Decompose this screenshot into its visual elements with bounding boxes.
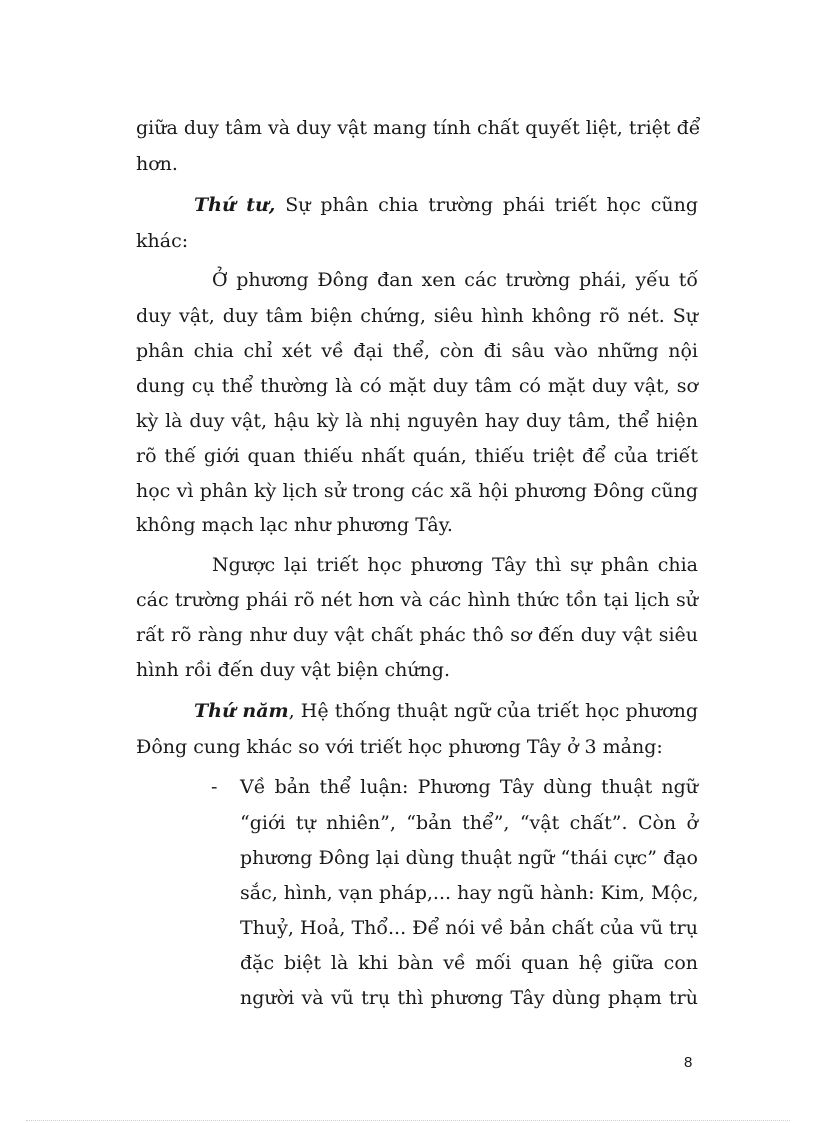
page-number: 8	[684, 1054, 693, 1071]
paragraph-line: học vì phân kỳ lịch sử trong các xã hội phương Đông cũng	[136, 480, 698, 502]
paragraph-text: Sự phân chia trường phái triết học cũng	[275, 194, 698, 216]
paragraph-line: duy vật, duy tâm biện chứng, siêu hình không rõ nét. Sự	[136, 305, 698, 327]
paragraph-text: , Hệ thống thuật ngữ của triết học phương	[288, 700, 698, 722]
paragraph-line: hơn.	[136, 153, 178, 175]
paragraph-line: Ở phương Đông đan xen các trường phái, yếu tố	[212, 269, 698, 291]
list-item-line: sắc, hình, vạn pháp,... hay ngũ hành: Kim, Mộc,	[240, 882, 699, 904]
list-item-line: phương Đông lại dùng thuật ngữ “thái cực” đạo	[240, 847, 698, 869]
paragraph-line	[194, 699, 698, 723]
paragraph-line: hình rồi đến duy vật biện chứng.	[136, 659, 451, 681]
paragraph-line: rõ thế giới quan thiếu nhất quán, thiếu triệt để của triết	[136, 445, 698, 467]
paragraph-line: phân chia chỉ xét về đại thể, còn đi sâu vào những nội	[136, 340, 698, 362]
paragraph-line: giữa duy tâm và duy vật mang tính chất quyết liệt, triệt để	[136, 117, 701, 139]
list-item-line: Về bản thể luận: Phương Tây dùng thuật ngữ	[240, 776, 698, 798]
paragraph-line: dung cụ thể thường là có mặt duy tâm có mặt duy vật, sơ	[136, 375, 698, 397]
list-item-line: đặc biệt là khi bàn về mối quan hệ giữa con	[240, 952, 698, 974]
list-item-line: Thuỷ, Hoả, Thổ... Để nói về bản chất của vũ trụ	[240, 917, 698, 939]
list-bullet: -	[211, 776, 218, 798]
section-heading-thu-tu: Thứ tư,	[194, 194, 276, 216]
paragraph-line: Ngược lại triết học phương Tây thì sự phân chia	[212, 554, 698, 576]
paragraph-line: kỳ là duy vật, hậu kỳ là nhị nguyên hay duy tâm, thể hiện	[136, 410, 698, 432]
paragraph-line	[194, 193, 698, 217]
list-item-line: người và vũ trụ thì phương Tây dùng phạm trù	[240, 987, 698, 1009]
paragraph-line: Đông cung khác so với triết học phương Tây ở 3 mảng:	[136, 736, 663, 758]
page-bottom-divider	[26, 1120, 790, 1121]
paragraph-line: không mạch lạc như phương Tây.	[136, 514, 453, 536]
paragraph-line: rất rõ ràng như duy vật chất phác thô sơ đến duy vật siêu	[136, 624, 698, 646]
section-heading-thu-nam: Thứ năm	[194, 700, 289, 722]
paragraph-line: khác:	[136, 230, 189, 252]
list-item-line: “giới tự nhiên”, “bản thể”, “vật chất”. Còn ở	[240, 812, 698, 834]
paragraph-line: các trường phái rõ nét hơn và các hình thức tồn tại lịch sử	[136, 589, 698, 611]
